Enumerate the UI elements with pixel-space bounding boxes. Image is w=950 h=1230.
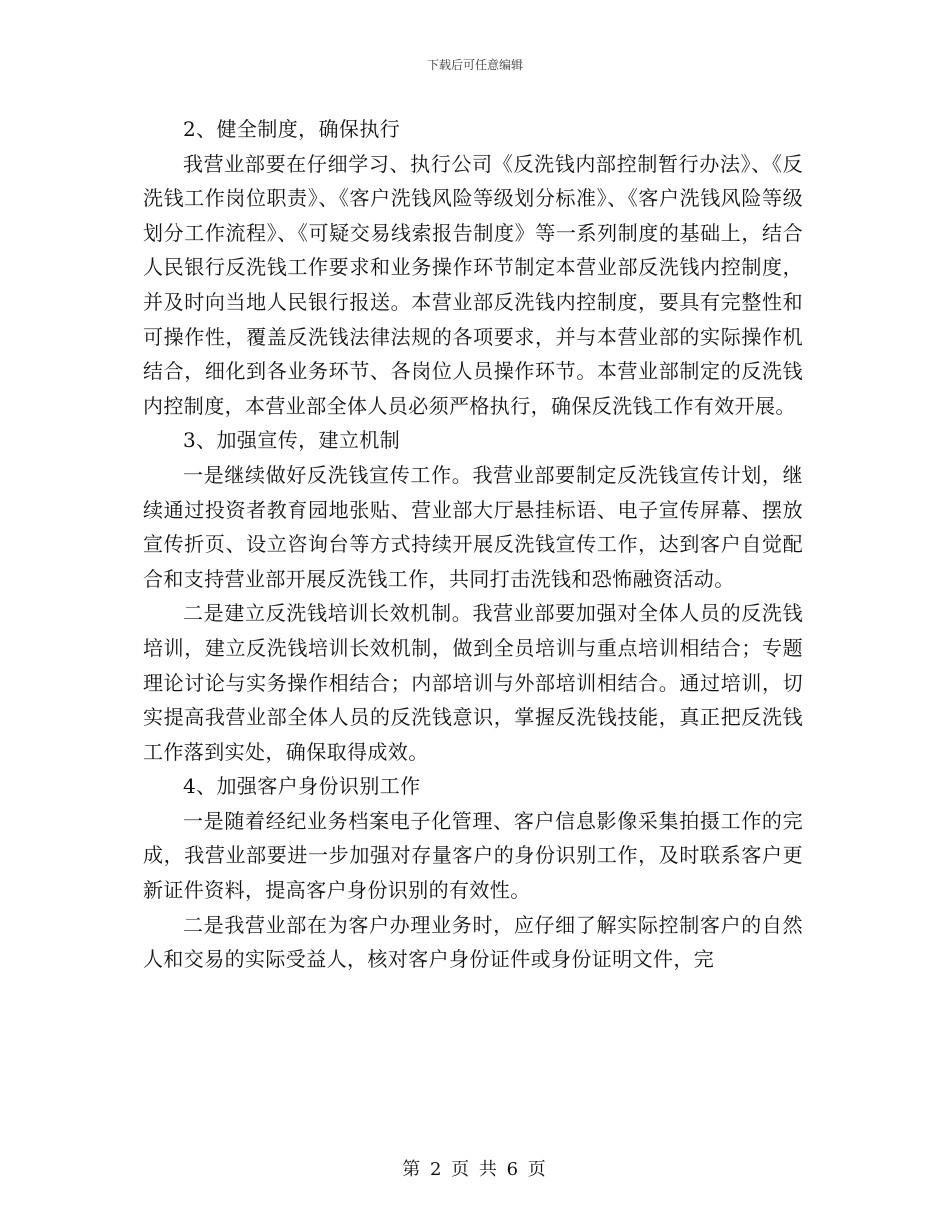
- document-body: [143, 112, 803, 977]
- paragraph-customer-identification-1: 一是随着经纪业务档案电子化管理、客户信息影像采集拍摄工作的完成，我营业部要进一步加强对存量客户的身份识别工作，及时联系客户更新证件资料，提高客户身份识别的有效性。: [143, 808, 803, 903]
- paragraph-training: 二是建立反洗钱培训长效机制。我营业部要加强对全体人员的反洗钱培训，建立反洗钱培训长效机制，做到全员培训与重点培训相结合；专题理论讨论与实务操作相结合；内部培训与外部培训相结合。通过培训，切实提高我营业部全体人员的反洗钱意识，掌握反洗钱技能，真正把反洗钱工作落到实处，确保取得成效。: [143, 601, 803, 764]
- section-heading-2: 2、健全制度，确保执行: [183, 117, 401, 141]
- page-header: 下载后可任意编辑: [426, 58, 523, 72]
- paragraph-system-rules: 我营业部要在仔细学习、执行公司《反洗钱内部控制暂行办法》、《反洗钱工作岗位职责》、《客户洗钱风险等级划分标准》、《客户洗钱风险等级划分工作流程》、《可疑交易线索报告制度》等一系列制度的基础上，结合人民银行反洗钱工作要求和业务操作环节制定本营业部反洗钱内控制度，并及时向当地人民银行报送。本营业部反洗钱内控制度，要具有完整性和可操作性，覆盖反洗钱法律法规的各项要求，并与本营业部的实际操作机结合，细化到各业务环节、各岗位人员操作环节。本营业部制定的反洗钱内控制度，本营业部全体人员必须严格执行，确保反洗钱工作有效开展。: [143, 151, 803, 418]
- section-heading-4: 4、加强客户身份识别工作: [183, 774, 421, 799]
- section-heading-3: 3、加强宣传，建立机制: [183, 428, 401, 453]
- paragraph-publicity: 一是继续做好反洗钱宣传工作。我营业部要制定反洗钱宣传计划，继续通过投资者教育园地张贴、营业部大厅悬挂标语、电子宣传屏幕、摆放宣传折页、设立咨询台等方式持续开展反洗钱宣传工作，达到客户自觉配合和支持营业部开展反洗钱工作，共同打击洗钱和恐怖融资活动。: [143, 462, 803, 591]
- page-number-footer: 第 2 页 共 6 页: [402, 1159, 548, 1180]
- paragraph-customer-identification-2: 二是我营业部在为客户办理业务时，应仔细了解实际控制客户的自然人和交易的实际受益人，核对客户身份证件或身份证明文件，完: [143, 912, 803, 972]
